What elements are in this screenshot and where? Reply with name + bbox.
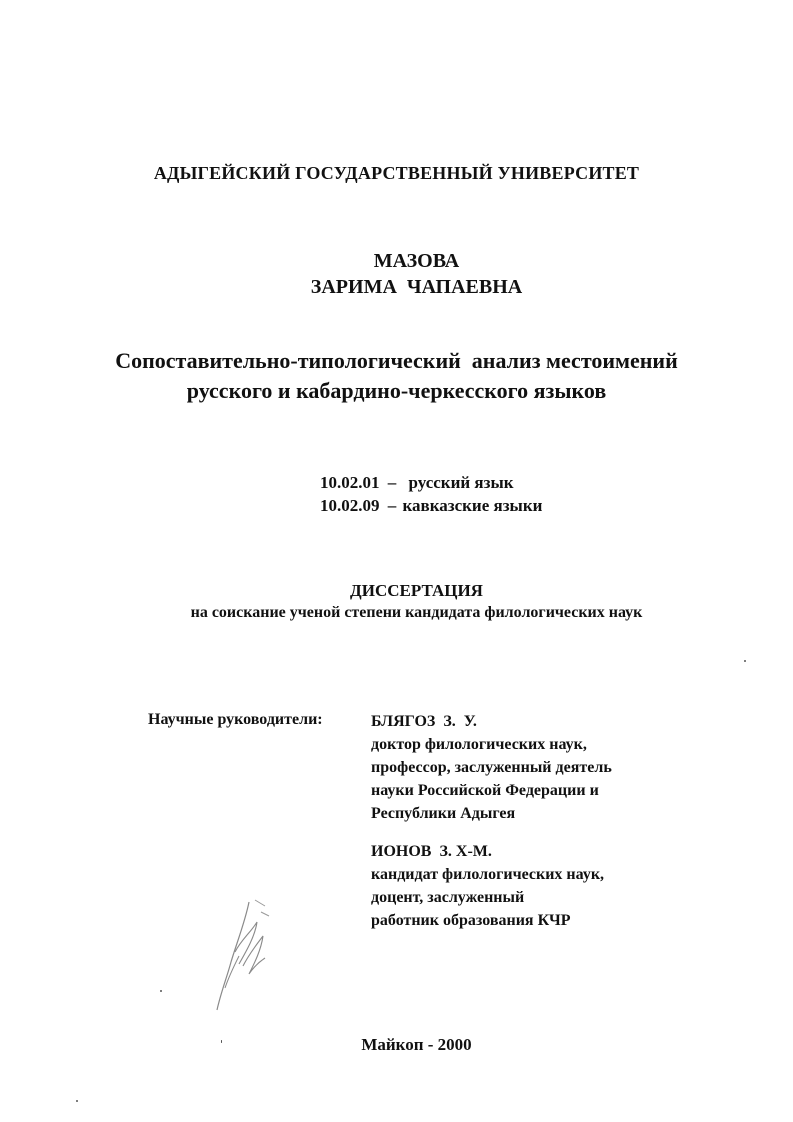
advisor-credential: науки Российской Федерации и xyxy=(371,782,599,799)
advisor-name: БЛЯГОЗ З. У. xyxy=(371,713,477,730)
city-year: Майкоп - 2000 xyxy=(361,1035,472,1054)
specialty-name: кавказские языки xyxy=(402,496,543,515)
handwritten-signature xyxy=(205,892,275,1022)
advisor-name: ИОНОВ З. Х-М. xyxy=(371,843,492,860)
advisor-credential: доктор филологических наук, xyxy=(371,736,587,753)
advisor-credential: кандидат филологических наук, xyxy=(371,866,605,883)
dissertation-subtitle: на соискание ученой степени кандидата филологических наук xyxy=(190,604,643,621)
advisor-credential: работник образования КЧР xyxy=(371,912,571,929)
dissertation-title-line-2: русского и кабардино-черкесского языков xyxy=(186,378,607,403)
advisor-1 xyxy=(371,710,612,825)
dissertation-title-line-1: Сопоставительно-типологический анализ местоимений xyxy=(115,348,678,373)
specialty-name: русский язык xyxy=(408,473,514,492)
dissertation-label: ДИССЕРТАЦИЯ xyxy=(350,581,483,600)
advisor-credential: доцент, заслуженный xyxy=(371,889,525,906)
scan-speck xyxy=(76,1100,78,1102)
author-given-names: ЗАРИМА ЧАПАЕВНА xyxy=(310,276,523,298)
author-surname: МАЗОВА xyxy=(373,250,460,272)
scan-speck xyxy=(160,990,162,992)
scan-speck xyxy=(744,660,746,662)
specialty-separator: – xyxy=(387,473,397,492)
advisor-credential: Республики Адыгея xyxy=(371,805,516,822)
specialty-2 xyxy=(320,496,542,516)
specialty-separator: – xyxy=(387,496,397,515)
advisors-label: Научные руководители: xyxy=(148,711,323,728)
specialty-code: 10.02.09 xyxy=(320,496,380,515)
specialty-1 xyxy=(320,473,514,493)
advisor-2 xyxy=(371,840,604,932)
advisor-credential: профессор, заслуженный деятель xyxy=(371,759,612,776)
scan-speck xyxy=(221,1040,222,1043)
university-name: АДЫГЕЙСКИЙ ГОСУДАРСТВЕННЫЙ УНИВЕРСИТЕТ xyxy=(153,163,640,183)
specialty-code: 10.02.01 xyxy=(320,473,380,492)
